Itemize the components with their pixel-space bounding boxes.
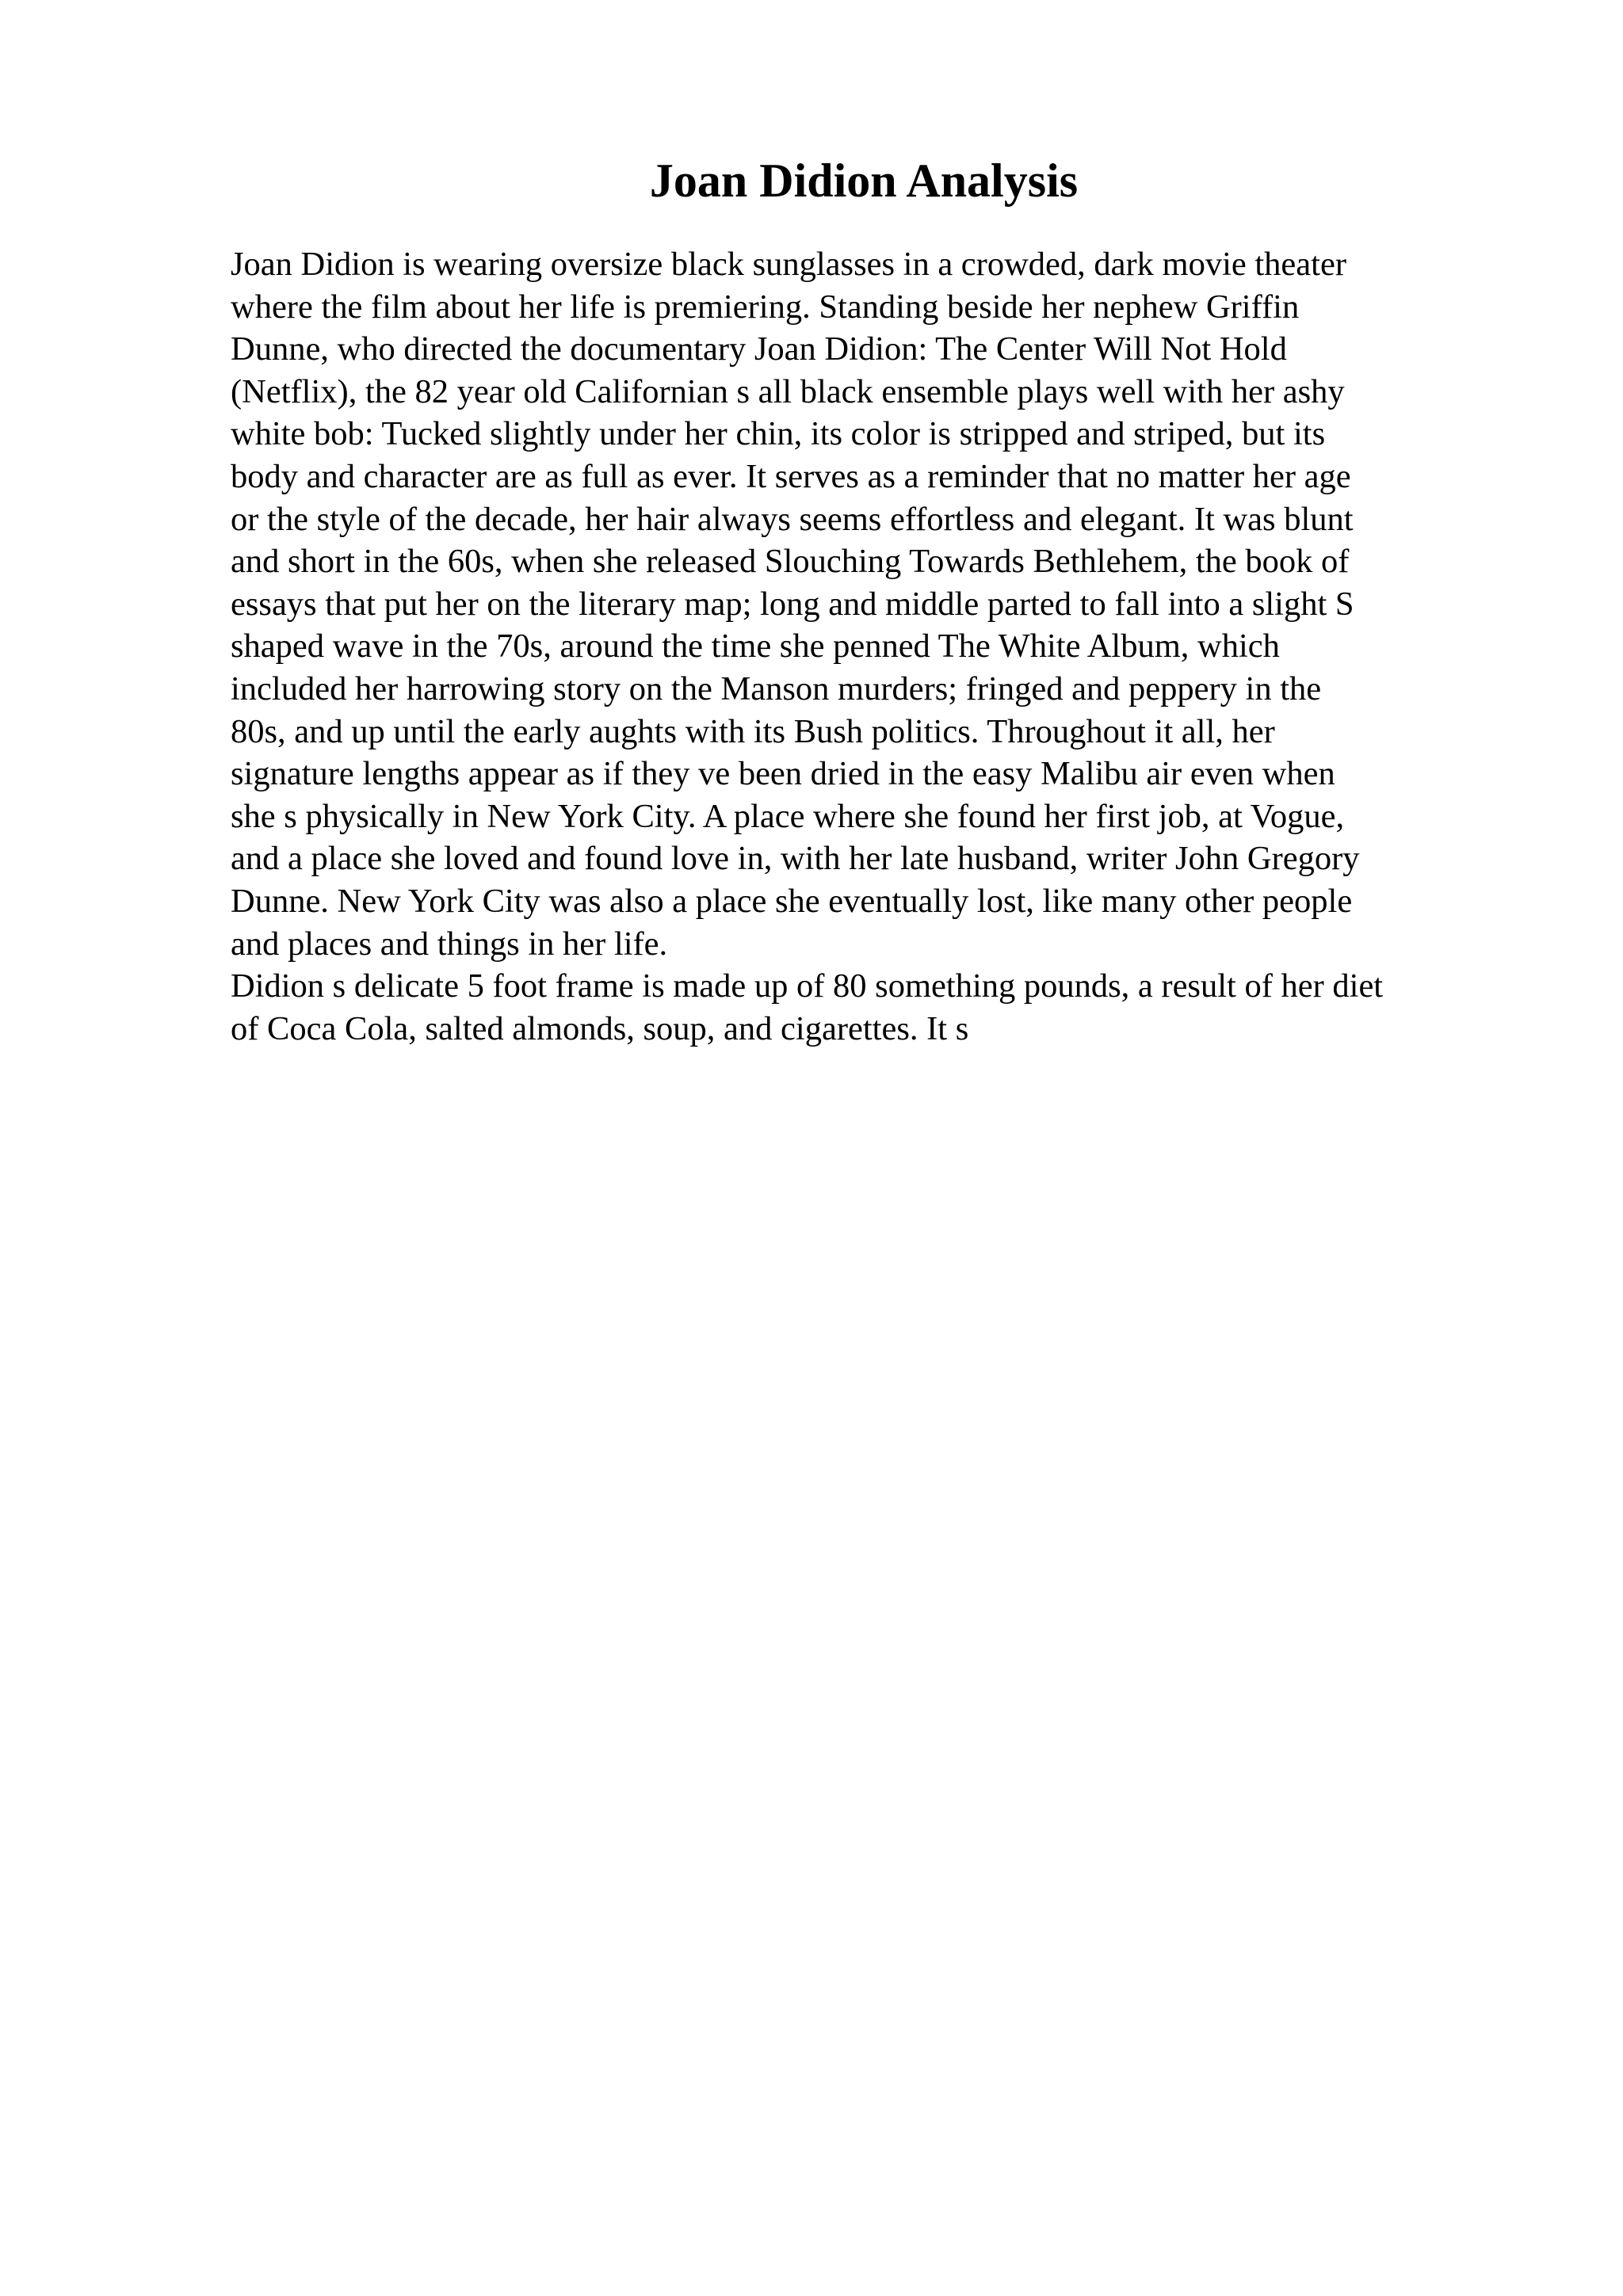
text-line: Dunne. New York City was also a place she eventually lost, like many other people (231, 882, 1353, 920)
text-line: Didion s delicate 5 foot frame is made up of 80 something pounds, a result of her diet (231, 967, 1384, 1005)
text-line: Dunne, who directed the documentary Joan Didion: The Center Will Not Hold (231, 330, 1287, 368)
document-body (231, 243, 1530, 1050)
text-line: she s physically in New York City. A place where she found her first job, at Vogue, (231, 797, 1345, 835)
text-line: included her harrowing story on the Manson murders; fringed and peppery in the (231, 669, 1322, 707)
text-line: body and character are as full as ever. It serves as a reminder that no matter her age (231, 457, 1351, 495)
text-line: white bob: Tucked slightly under her chin, its color is stripped and striped, but its (231, 415, 1326, 453)
text-line: 80s, and up until the early aughts with its Bush politics. Throughout it all, her (231, 712, 1275, 750)
text-line: or the style of the decade, her hair always seems effortless and elegant. It was blunt (231, 500, 1354, 538)
document-title: Joan Didion Analysis (649, 154, 1079, 207)
text-line: and places and things in her life. (231, 925, 668, 963)
text-line: Joan Didion is wearing oversize black sunglasses in a crowded, dark movie theater (231, 246, 1346, 283)
paragraph-1 (231, 243, 1530, 965)
text-line: (Netflix), the 82 year old Californian s all black ensemble plays well with her ashy (231, 372, 1345, 410)
text-line: and a place she loved and found love in, with her late husband, writer John Gregory (231, 840, 1360, 878)
text-line: essays that put her on the literary map; long and middle parted to fall into a slight S (231, 585, 1354, 623)
text-line: and short in the 60s, when she released Slouching Towards Bethlehem, the book of (231, 543, 1350, 581)
text-line: where the film about her life is premiering. Standing beside her nephew Griffin (231, 288, 1300, 326)
text-line: of Coca Cola, salted almonds, soup, and cigarettes. It s (231, 1009, 969, 1047)
text-line: shaped wave in the 70s, around the time she penned The White Album, which (231, 627, 1280, 666)
paragraph-2 (231, 965, 1530, 1050)
text-line: signature lengths appear as if they ve been dried in the easy Malibu air even when (231, 755, 1335, 793)
